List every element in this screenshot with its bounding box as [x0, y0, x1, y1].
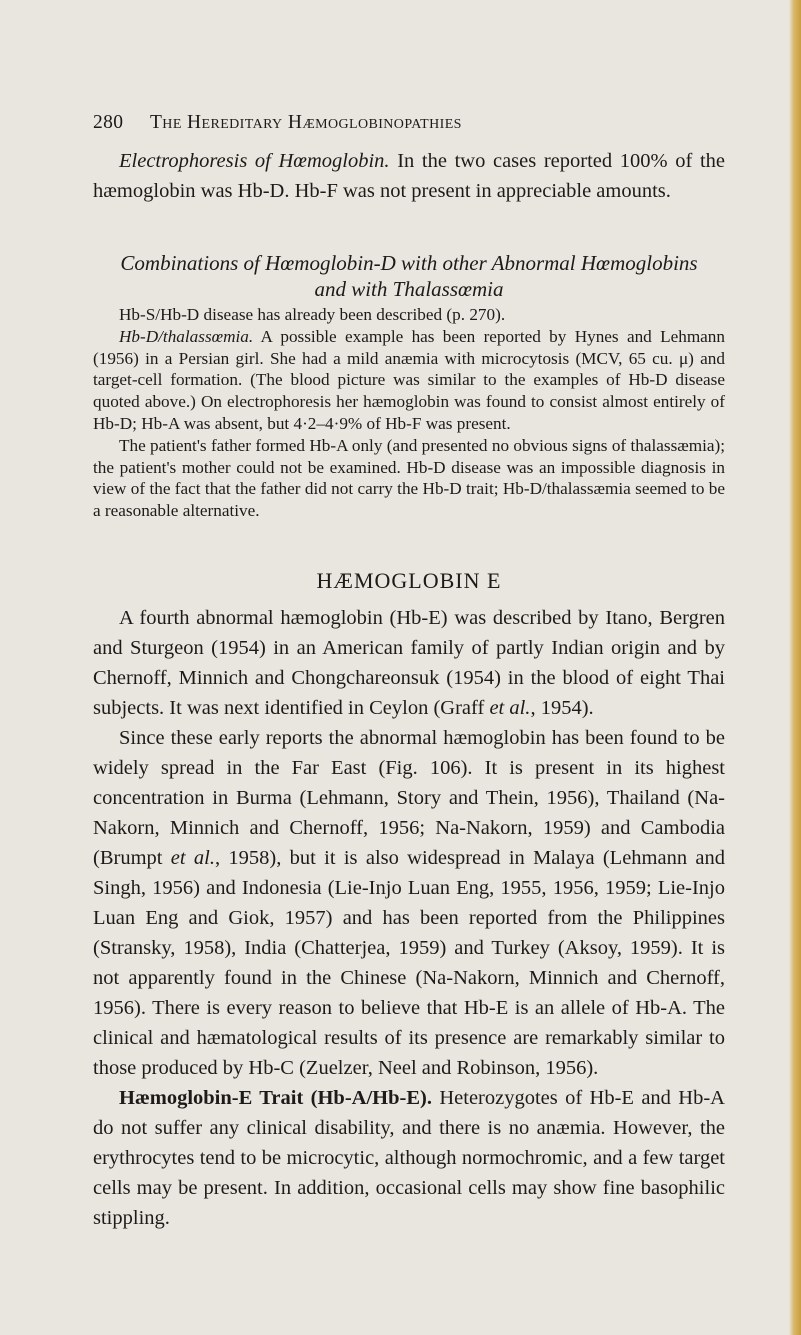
- hbe-trait-title: Hæmoglobin-E Trait (Hb-A/Hb-E).: [119, 1087, 432, 1109]
- combinations-body: [93, 304, 725, 522]
- page-number: 280: [93, 112, 124, 133]
- hbe-body: [93, 603, 725, 1233]
- hbd-thal-text: A possible example has been reported by Hynes and Lehmann (1956) in a Persian girl. She had a mild anæmia with microcytosis (MCV, 65 cu. μ) and target-cell formation. (The blood picture was similar to the examples of Hb-D disease quoted above.) On electrophoresis her hæmoglobin was found to consist almost entirely of Hb-D; Hb-A was absent, but 4·2–4·9% of Hb-F was present.: [93, 326, 725, 433]
- running-title: The Hereditary Hæmoglobinopathies: [150, 112, 462, 133]
- combinations-heading: [93, 250, 725, 302]
- combinations-title-line2: and with Thalassœmia: [314, 277, 504, 301]
- electrophoresis-text: In the two cases reported 100% of the hæmoglobin was Hb-D. Hb-F was not present in appreciable amounts.: [93, 150, 725, 202]
- page-edge: [789, 0, 801, 1335]
- section-heading: HÆMOGLOBIN E: [316, 568, 502, 593]
- hbe-p2: Since these early reports the abnormal hæmoglobin has been found to be widely spread in the Far East (Fig. 106). It is present in its highest concentration in Burma (Lehmann, Story and Thein, 1956), Thailand (Na-Nakorn, Minnich and Chernoff, 1956; Na-Nakorn, 1959) and Cambodia (Brumpt et al., 1958), but it is also widespread in Malaya (Lehmann and Singh, 1956) and Indonesia (Lie-Injo Luan Eng, 1955, 1956, 1959; Lie-Injo Luan Eng and Giok, 1957) and has been reported from the Philippines (Stransky, 1958), India (Chatterjea, 1959) and Turkey (Aksoy, 1959). It is not apparently found in the Chinese (Na-Nakorn, Minnich and Chernoff, 1956). There is every reason to believe that Hb-E is an allele of Hb-A. The clinical and hæmatological results of its presence are remarkably similar to those produced by Hb-C (Zuelzer, Neel and Robinson, 1956).: [93, 727, 726, 1079]
- combinations-p1: Hb-S/Hb-D disease has already been described (p. 270).: [119, 305, 506, 324]
- combinations-title-line1: Combinations of Hœmoglobin-D with other Abnormal Hœmoglobins: [120, 251, 698, 275]
- hbe-trait-p3: [93, 1083, 725, 1233]
- hbe-trait-text: Heterozygotes of Hb-E and Hb-A do not suffer any clinical disability, and there is no anæmia. However, the erythrocytes tend to be microcytic, although normochromic, and a few target cells may be present. In addition, occasional cells may show fine basophilic stippling.: [93, 1087, 725, 1229]
- hbd-thal-title: Hb-D/thalassœmia.: [119, 326, 254, 346]
- electrophoresis-paragraph: [93, 146, 725, 206]
- combinations-p3: The patient's father formed Hb-A only (and presented no obvious signs of thalassæmia); the patient's mother could not be examined. Hb-D disease was an impossible diagnosis in view of the fact that the father did not carry the Hb-D trait; Hb-D/thalassæmia seemed to be a reasonable alternative.: [93, 435, 725, 521]
- hbe-p1: A fourth abnormal hæmoglobin (Hb-E) was described by Itano, Bergren and Sturgeon (1954) in an American family of partly Indian origin and by Chernoff, Minnich and Chongchareonsuk (1954) in the blood of eight Thai subjects. It was next identified in Ceylon (Graff et al., 1954).: [93, 607, 725, 719]
- electrophoresis-title: Electrophoresis of Hœmoglobin.: [119, 150, 390, 172]
- combinations-p2: [93, 326, 725, 435]
